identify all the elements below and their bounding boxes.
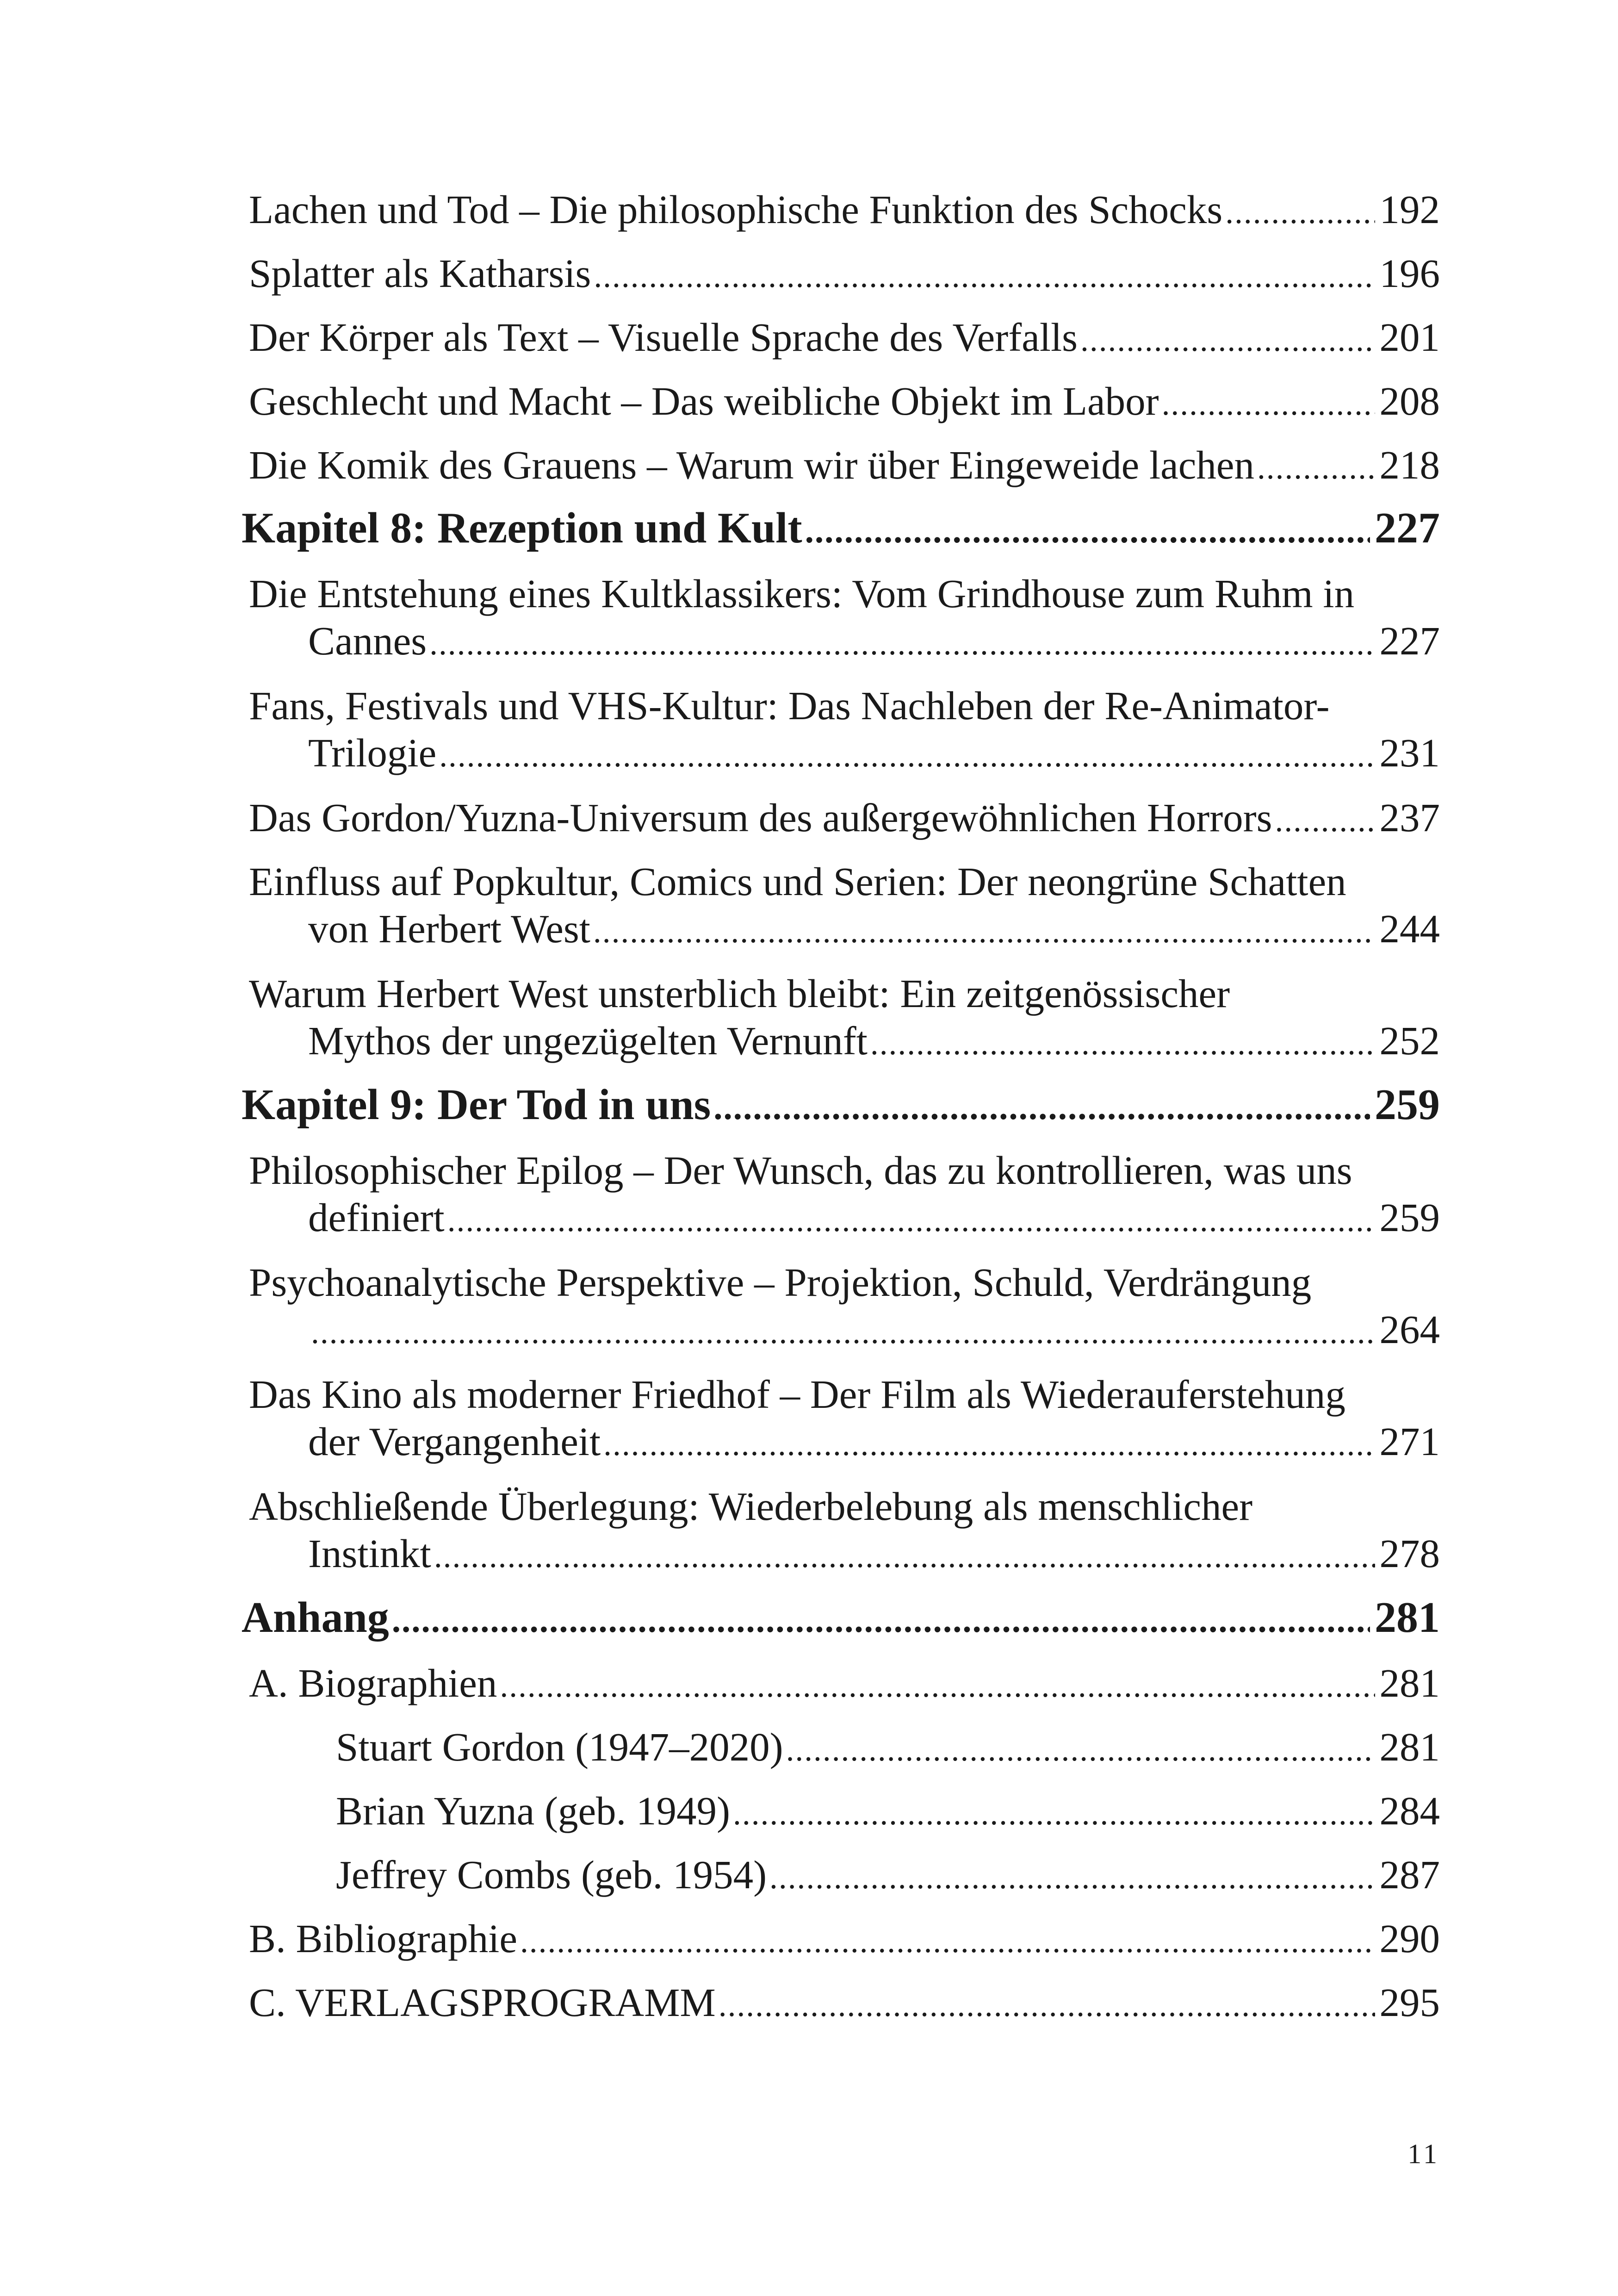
page-number: 227 bbox=[1379, 618, 1440, 663]
page-number: 201 bbox=[1379, 315, 1440, 360]
dot-leader bbox=[1275, 797, 1375, 844]
entry-title-continuation: Cannes bbox=[308, 618, 427, 663]
dot-leader bbox=[447, 1197, 1375, 1244]
dot-leader bbox=[520, 1918, 1375, 1965]
page-number: 259 bbox=[1379, 1195, 1440, 1240]
toc-entry bbox=[249, 1915, 1440, 1962]
entry-title: Die Komik des Grauens – Warum wir über Eingeweide lachen bbox=[249, 442, 1254, 487]
entry-title: Warum Herbert West unsterblich bleibt: Ein zeitgenössischer bbox=[249, 971, 1230, 1016]
toc-entry bbox=[249, 1483, 1440, 1577]
toc-entry bbox=[249, 250, 1440, 297]
dot-leader bbox=[713, 1083, 1370, 1131]
page-number: 295 bbox=[1379, 1980, 1440, 2025]
toc-entry bbox=[249, 1147, 1440, 1241]
toc-subentry bbox=[336, 1851, 1440, 1898]
chapter-entry bbox=[242, 1594, 1440, 1641]
entry-title: Brian Yuzna (geb. 1949) bbox=[336, 1788, 731, 1833]
chapter-title: Kapitel 9: Der Tod in uns bbox=[242, 1081, 711, 1129]
dot-leader bbox=[719, 1982, 1375, 2029]
dot-leader bbox=[1162, 380, 1375, 428]
page-number: 281 bbox=[1379, 1724, 1440, 1769]
entry-title: Jeffrey Combs (geb. 1954) bbox=[336, 1852, 767, 1897]
toc-entry bbox=[249, 1259, 1440, 1353]
toc-entry bbox=[249, 186, 1440, 233]
page-number: 218 bbox=[1379, 442, 1440, 487]
page-number: 271 bbox=[1379, 1419, 1440, 1464]
entry-title-continuation: Instinkt bbox=[308, 1531, 431, 1576]
page-number: 208 bbox=[1379, 379, 1440, 423]
entry-title: Der Körper als Text – Visuelle Sprache des Verfalls bbox=[249, 315, 1078, 360]
entry-title: C. VERLAGSPROGRAMM bbox=[249, 1980, 716, 2025]
toc-entry bbox=[249, 1660, 1440, 1707]
page-number: 278 bbox=[1379, 1531, 1440, 1576]
dot-leader bbox=[1257, 444, 1375, 492]
page-number: 237 bbox=[1379, 795, 1440, 840]
chapter-entry bbox=[242, 1081, 1440, 1128]
toc-entry bbox=[249, 1371, 1440, 1465]
chapter-title: Kapitel 8: Rezeption und Kult bbox=[242, 504, 802, 552]
entry-title: Das Gordon/Yuzna-Universum des außergewöhnlichen Horrors bbox=[249, 795, 1272, 840]
page-number: 231 bbox=[1379, 730, 1440, 775]
dot-leader bbox=[870, 1020, 1375, 1067]
entry-title: Die Entstehung eines Kultklassikers: Vom Grindhouse zum Ruhm in bbox=[249, 571, 1355, 616]
dot-leader bbox=[311, 1309, 1375, 1356]
toc-entry bbox=[249, 682, 1440, 777]
page-number: 281 bbox=[1379, 1661, 1440, 1705]
entry-title-continuation: Mythos der ungezügelten Vernunft bbox=[308, 1018, 868, 1063]
page-number: 244 bbox=[1379, 906, 1440, 951]
entry-title: Lachen und Tod – Die philosophische Funktion des Schocks bbox=[249, 187, 1223, 232]
toc-entry bbox=[249, 794, 1440, 841]
dot-leader bbox=[439, 732, 1375, 779]
entry-title: Abschließende Überlegung: Wiederbelebung als menschlicher bbox=[249, 1484, 1253, 1529]
page-number: 252 bbox=[1379, 1018, 1440, 1063]
page-number: 192 bbox=[1379, 187, 1440, 232]
entry-title-continuation: von Herbert West bbox=[308, 906, 590, 951]
page-number: 264 bbox=[1379, 1307, 1440, 1352]
page-number: 287 bbox=[1379, 1852, 1440, 1897]
dot-leader bbox=[786, 1726, 1375, 1773]
toc-entry bbox=[249, 314, 1440, 361]
toc-entry bbox=[249, 1979, 1440, 2026]
entry-title: Stuart Gordon (1947–2020) bbox=[336, 1724, 783, 1769]
page-number: 259 bbox=[1375, 1081, 1440, 1129]
page-number: 281 bbox=[1375, 1593, 1440, 1642]
dot-leader bbox=[769, 1854, 1375, 1901]
entry-title: B. Bibliographie bbox=[249, 1916, 517, 1961]
page-number: 290 bbox=[1379, 1916, 1440, 1961]
entry-title: Philosophischer Epilog – Der Wunsch, das zu kontrollieren, was uns bbox=[249, 1148, 1352, 1193]
page-number: 284 bbox=[1379, 1788, 1440, 1833]
entry-title: Einfluss auf Popkultur, Comics und Serien: Der neongrüne Schatten bbox=[249, 859, 1346, 904]
toc-entry bbox=[249, 970, 1440, 1064]
entry-title-continuation: Trilogie bbox=[308, 730, 437, 775]
entry-title: Geschlecht und Macht – Das weibliche Objekt im Labor bbox=[249, 379, 1159, 423]
dot-leader bbox=[1225, 189, 1375, 236]
dot-leader bbox=[429, 620, 1375, 667]
dot-leader bbox=[434, 1533, 1375, 1580]
dot-leader bbox=[733, 1790, 1375, 1837]
entry-title-continuation: definiert bbox=[308, 1195, 445, 1240]
entry-title: Psychoanalytische Perspektive – Projektion, Schuld, Verdrängung bbox=[249, 1260, 1312, 1305]
dot-leader bbox=[805, 507, 1370, 554]
dot-leader bbox=[603, 1421, 1375, 1468]
toc-subentry bbox=[336, 1724, 1440, 1771]
toc-entry bbox=[249, 858, 1440, 952]
entry-title: A. Biographien bbox=[249, 1661, 497, 1705]
dot-leader bbox=[500, 1662, 1375, 1710]
entry-title-continuation: der Vergangenheit bbox=[308, 1419, 601, 1464]
entry-title: Das Kino als moderner Friedhof – Der Film als Wiederauferstehung bbox=[249, 1372, 1345, 1417]
dot-leader bbox=[594, 253, 1375, 300]
toc-subentry bbox=[336, 1787, 1440, 1835]
page-number: 227 bbox=[1375, 504, 1440, 552]
page-number: 196 bbox=[1379, 251, 1440, 296]
chapter-entry bbox=[242, 504, 1440, 552]
dot-leader bbox=[392, 1596, 1370, 1643]
entry-title: Fans, Festivals und VHS-Kultur: Das Nachleben der Re-Animator- bbox=[249, 683, 1330, 728]
toc-entry bbox=[249, 570, 1440, 665]
toc-entry bbox=[249, 442, 1440, 489]
chapter-title: Anhang bbox=[242, 1593, 389, 1642]
dot-leader bbox=[593, 908, 1375, 955]
page-folio: 11 bbox=[1407, 2139, 1440, 2169]
dot-leader bbox=[1080, 317, 1375, 364]
entry-title: Splatter als Katharsis bbox=[249, 251, 591, 296]
toc-entry bbox=[249, 378, 1440, 425]
